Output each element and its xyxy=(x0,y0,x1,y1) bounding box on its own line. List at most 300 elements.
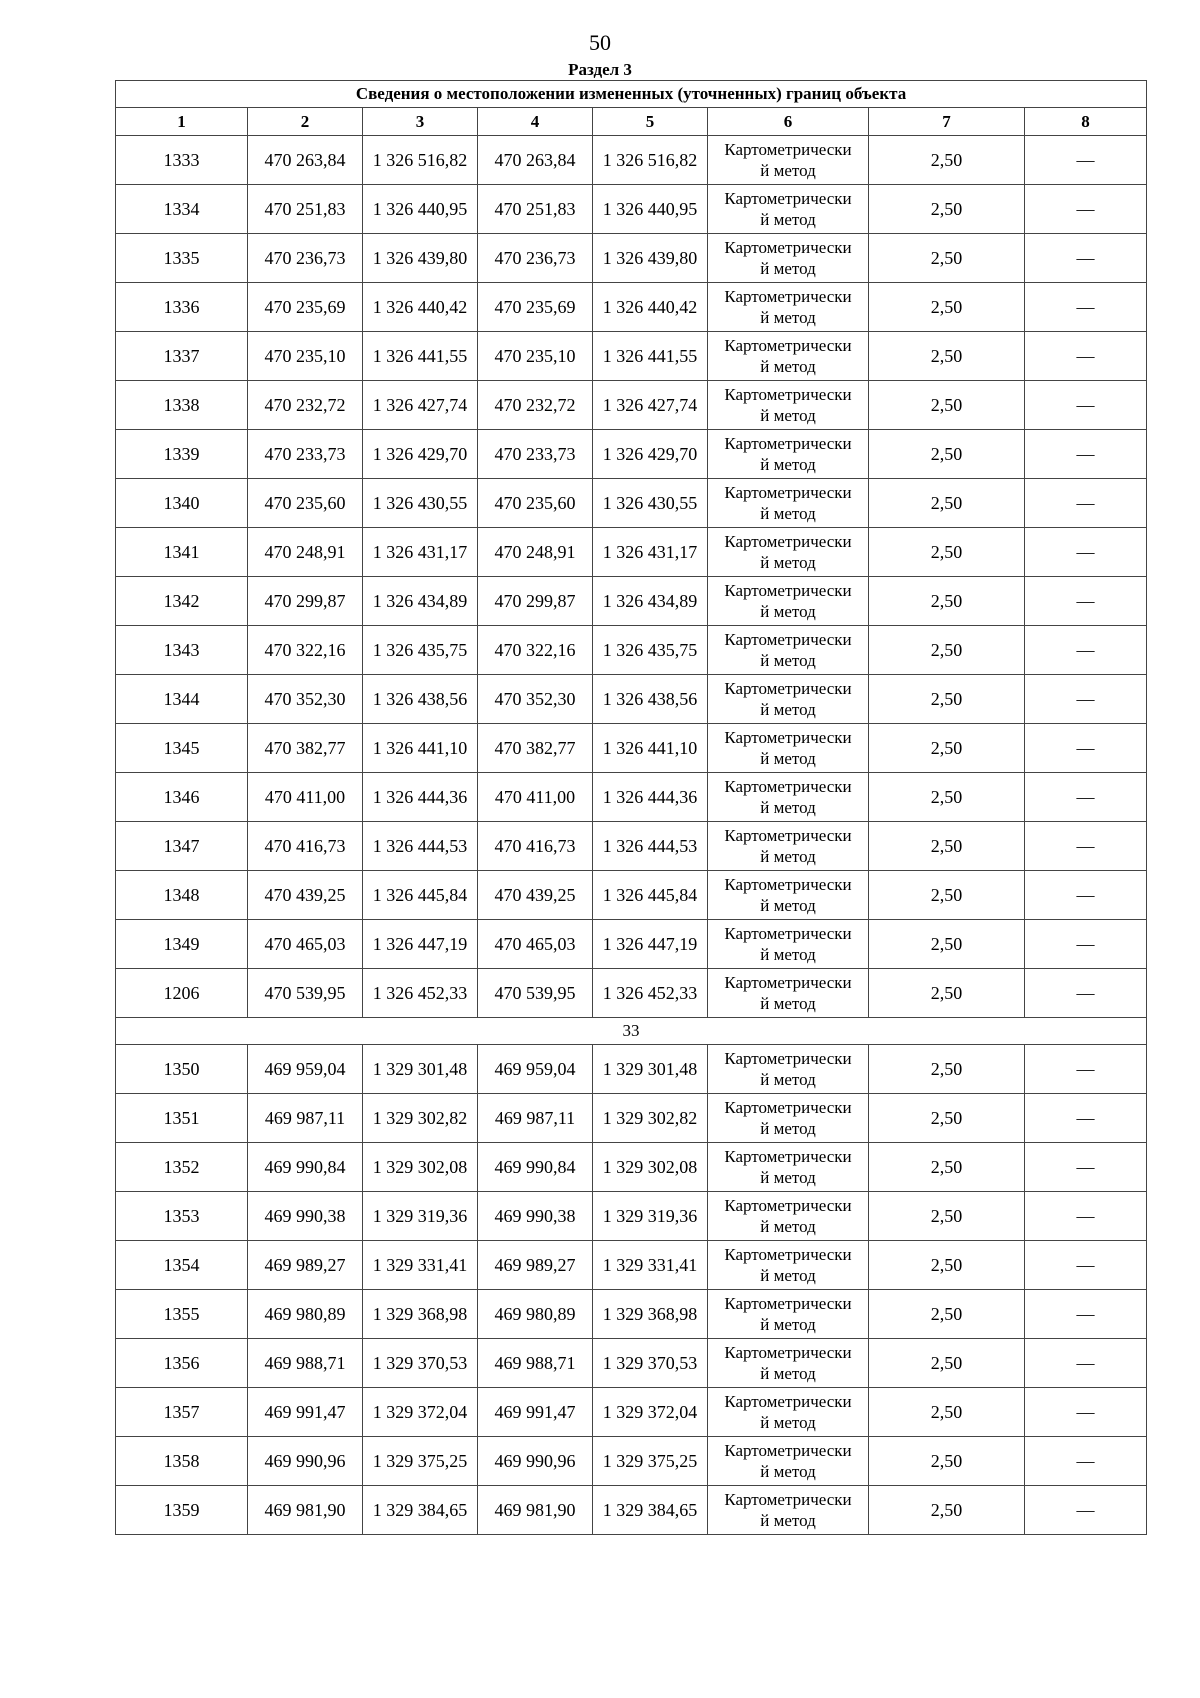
method-line-2: й метод xyxy=(760,1070,816,1089)
cell-x1: 470 299,87 xyxy=(248,577,363,626)
table-row xyxy=(116,969,1147,1018)
cell-y1: 1 329 370,53 xyxy=(363,1339,478,1388)
method-line-1: Картометрически xyxy=(724,287,852,306)
cell-x2: 470 235,69 xyxy=(478,283,593,332)
cell-point: 1344 xyxy=(116,675,248,724)
cell-precision: 2,50 xyxy=(869,1437,1025,1486)
table-row xyxy=(116,332,1147,381)
cell-method xyxy=(708,1486,869,1535)
column-number: 4 xyxy=(478,108,593,136)
cell-point: 1335 xyxy=(116,234,248,283)
cell-method xyxy=(708,332,869,381)
table-row xyxy=(116,185,1147,234)
table-row xyxy=(116,479,1147,528)
table-row xyxy=(116,283,1147,332)
cell-method xyxy=(708,283,869,332)
column-number: 3 xyxy=(363,108,478,136)
cell-point: 1339 xyxy=(116,430,248,479)
method-line-2: й метод xyxy=(760,1217,816,1236)
page-number: 50 xyxy=(589,30,611,55)
cell-note: — xyxy=(1025,1045,1147,1094)
cell-precision: 2,50 xyxy=(869,332,1025,381)
cell-y2: 1 326 430,55 xyxy=(593,479,708,528)
cell-y2: 1 329 370,53 xyxy=(593,1339,708,1388)
table-row xyxy=(116,920,1147,969)
table-row xyxy=(116,1486,1147,1535)
cell-method xyxy=(708,871,869,920)
cell-x2: 470 263,84 xyxy=(478,136,593,185)
table-row xyxy=(116,1388,1147,1437)
cell-precision: 2,50 xyxy=(869,724,1025,773)
cell-precision: 2,50 xyxy=(869,479,1025,528)
method-line-1: Картометрически xyxy=(724,140,852,159)
cell-x1: 470 248,91 xyxy=(248,528,363,577)
cell-precision: 2,50 xyxy=(869,185,1025,234)
method-line-2: й метод xyxy=(760,945,816,964)
cell-note: — xyxy=(1025,185,1147,234)
column-number: 5 xyxy=(593,108,708,136)
cell-y2: 1 326 441,10 xyxy=(593,724,708,773)
cell-method xyxy=(708,479,869,528)
method-line-1: Картометрически xyxy=(724,385,852,404)
method-line-2: й метод xyxy=(760,1413,816,1432)
cell-y1: 1 329 372,04 xyxy=(363,1388,478,1437)
cell-point: 1354 xyxy=(116,1241,248,1290)
cell-x2: 469 981,90 xyxy=(478,1486,593,1535)
method-line-2: й метод xyxy=(760,406,816,425)
method-line-2: й метод xyxy=(760,504,816,523)
cell-y2: 1 326 427,74 xyxy=(593,381,708,430)
cell-y2: 1 326 444,53 xyxy=(593,822,708,871)
table-row xyxy=(116,871,1147,920)
cell-note: — xyxy=(1025,1290,1147,1339)
method-line-1: Картометрически xyxy=(724,238,852,257)
cell-method xyxy=(708,1339,869,1388)
table-row xyxy=(116,1094,1147,1143)
cell-precision: 2,50 xyxy=(869,234,1025,283)
method-line-2: й метод xyxy=(760,1364,816,1383)
cell-x2: 469 959,04 xyxy=(478,1045,593,1094)
method-line-1: Картометрически xyxy=(724,1147,852,1166)
cell-note: — xyxy=(1025,773,1147,822)
cell-x1: 469 991,47 xyxy=(248,1388,363,1437)
cell-precision: 2,50 xyxy=(869,1192,1025,1241)
cell-point: 1343 xyxy=(116,626,248,675)
table-caption-row xyxy=(116,81,1147,108)
method-line-1: Картометрически xyxy=(724,189,852,208)
cell-method xyxy=(708,1094,869,1143)
cell-point: 1342 xyxy=(116,577,248,626)
cell-method xyxy=(708,234,869,283)
cell-y2: 1 329 375,25 xyxy=(593,1437,708,1486)
table-row xyxy=(116,381,1147,430)
cell-y1: 1 329 301,48 xyxy=(363,1045,478,1094)
method-line-2: й метод xyxy=(760,210,816,229)
cell-y2: 1 329 302,82 xyxy=(593,1094,708,1143)
method-line-2: й метод xyxy=(760,847,816,866)
cell-method xyxy=(708,381,869,430)
table-row xyxy=(116,773,1147,822)
cell-x1: 469 990,96 xyxy=(248,1437,363,1486)
cell-x2: 470 235,10 xyxy=(478,332,593,381)
method-line-1: Картометрически xyxy=(724,728,852,747)
cell-method xyxy=(708,1290,869,1339)
cell-note: — xyxy=(1025,1094,1147,1143)
table-row xyxy=(116,822,1147,871)
method-line-1: Картометрически xyxy=(724,1343,852,1362)
cell-x1: 469 990,38 xyxy=(248,1192,363,1241)
cell-method xyxy=(708,577,869,626)
column-number: 2 xyxy=(248,108,363,136)
cell-point: 1347 xyxy=(116,822,248,871)
cell-y1: 1 329 302,08 xyxy=(363,1143,478,1192)
cell-point: 1353 xyxy=(116,1192,248,1241)
cell-y2: 1 326 431,17 xyxy=(593,528,708,577)
method-line-2: й метод xyxy=(760,749,816,768)
table-row xyxy=(116,1437,1147,1486)
cell-method xyxy=(708,773,869,822)
cell-point: 1358 xyxy=(116,1437,248,1486)
table-row xyxy=(116,136,1147,185)
cell-x1: 470 439,25 xyxy=(248,871,363,920)
method-line-1: Картометрически xyxy=(724,1441,852,1460)
method-line-2: й метод xyxy=(760,308,816,327)
method-line-1: Картометрически xyxy=(724,1196,852,1215)
cell-point: 1356 xyxy=(116,1339,248,1388)
cell-y1: 1 329 384,65 xyxy=(363,1486,478,1535)
method-line-2: й метод xyxy=(760,553,816,572)
cell-point: 1352 xyxy=(116,1143,248,1192)
cell-x1: 470 232,72 xyxy=(248,381,363,430)
cell-point: 1359 xyxy=(116,1486,248,1535)
method-line-1: Картометрически xyxy=(724,679,852,698)
cell-method xyxy=(708,1192,869,1241)
method-line-2: й метод xyxy=(760,1315,816,1334)
method-line-2: й метод xyxy=(760,1511,816,1530)
cell-y2: 1 326 447,19 xyxy=(593,920,708,969)
cell-note: — xyxy=(1025,577,1147,626)
cell-y2: 1 329 319,36 xyxy=(593,1192,708,1241)
method-line-2: й метод xyxy=(760,994,816,1013)
cell-point: 1350 xyxy=(116,1045,248,1094)
table-row xyxy=(116,1143,1147,1192)
cell-point: 1206 xyxy=(116,969,248,1018)
cell-note: — xyxy=(1025,332,1147,381)
cell-precision: 2,50 xyxy=(869,1339,1025,1388)
table-row xyxy=(116,430,1147,479)
cell-y1: 1 326 516,82 xyxy=(363,136,478,185)
cell-x1: 470 235,60 xyxy=(248,479,363,528)
cell-y1: 1 326 429,70 xyxy=(363,430,478,479)
method-line-1: Картометрически xyxy=(724,973,852,992)
cell-x1: 469 990,84 xyxy=(248,1143,363,1192)
table-row xyxy=(116,1339,1147,1388)
cell-y1: 1 326 435,75 xyxy=(363,626,478,675)
cell-x1: 469 988,71 xyxy=(248,1339,363,1388)
cell-precision: 2,50 xyxy=(869,1486,1025,1535)
cell-x1: 470 416,73 xyxy=(248,822,363,871)
method-line-1: Картометрически xyxy=(724,630,852,649)
cell-y1: 1 329 368,98 xyxy=(363,1290,478,1339)
cell-x2: 469 991,47 xyxy=(478,1388,593,1437)
table-row xyxy=(116,1241,1147,1290)
cell-precision: 2,50 xyxy=(869,1045,1025,1094)
cell-point: 1333 xyxy=(116,136,248,185)
cell-precision: 2,50 xyxy=(869,675,1025,724)
column-number: 7 xyxy=(869,108,1025,136)
cell-y2: 1 329 302,08 xyxy=(593,1143,708,1192)
cell-x1: 470 263,84 xyxy=(248,136,363,185)
column-number: 6 xyxy=(708,108,869,136)
cell-x1: 470 352,30 xyxy=(248,675,363,724)
cell-y2: 1 326 439,80 xyxy=(593,234,708,283)
cell-precision: 2,50 xyxy=(869,1290,1025,1339)
cell-y1: 1 326 452,33 xyxy=(363,969,478,1018)
method-line-1: Картометрически xyxy=(724,924,852,943)
cell-y2: 1 326 435,75 xyxy=(593,626,708,675)
cell-method xyxy=(708,1437,869,1486)
method-line-2: й метод xyxy=(760,259,816,278)
method-line-1: Картометрически xyxy=(724,777,852,796)
cell-y2: 1 329 372,04 xyxy=(593,1388,708,1437)
cell-y1: 1 329 331,41 xyxy=(363,1241,478,1290)
cell-note: — xyxy=(1025,1192,1147,1241)
cell-y2: 1 326 429,70 xyxy=(593,430,708,479)
method-line-2: й метод xyxy=(760,1168,816,1187)
cell-x2: 470 465,03 xyxy=(478,920,593,969)
cell-x2: 470 236,73 xyxy=(478,234,593,283)
table-row xyxy=(116,528,1147,577)
cell-y1: 1 326 430,55 xyxy=(363,479,478,528)
cell-y2: 1 329 384,65 xyxy=(593,1486,708,1535)
cell-method xyxy=(708,969,869,1018)
cell-point: 1349 xyxy=(116,920,248,969)
column-number: 1 xyxy=(116,108,248,136)
cell-x1: 469 987,11 xyxy=(248,1094,363,1143)
cell-x1: 470 251,83 xyxy=(248,185,363,234)
cell-note: — xyxy=(1025,528,1147,577)
cell-y1: 1 326 431,17 xyxy=(363,528,478,577)
cell-x2: 470 322,16 xyxy=(478,626,593,675)
cell-precision: 2,50 xyxy=(869,381,1025,430)
cell-note: — xyxy=(1025,920,1147,969)
cell-precision: 2,50 xyxy=(869,773,1025,822)
cell-y1: 1 329 375,25 xyxy=(363,1437,478,1486)
cell-x2: 469 990,96 xyxy=(478,1437,593,1486)
cell-y1: 1 326 434,89 xyxy=(363,577,478,626)
group-label: 33 xyxy=(116,1018,1147,1045)
cell-point: 1357 xyxy=(116,1388,248,1437)
method-line-1: Картометрически xyxy=(724,1490,852,1509)
method-line-1: Картометрически xyxy=(724,1392,852,1411)
cell-x2: 470 251,83 xyxy=(478,185,593,234)
method-line-1: Картометрически xyxy=(724,336,852,355)
cell-precision: 2,50 xyxy=(869,136,1025,185)
method-line-2: й метод xyxy=(760,161,816,180)
method-line-2: й метод xyxy=(760,1119,816,1138)
cell-note: — xyxy=(1025,381,1147,430)
cell-y2: 1 326 440,95 xyxy=(593,185,708,234)
cell-precision: 2,50 xyxy=(869,1241,1025,1290)
method-line-1: Картометрически xyxy=(724,1098,852,1117)
cell-x1: 469 989,27 xyxy=(248,1241,363,1290)
cell-x2: 470 299,87 xyxy=(478,577,593,626)
cell-x2: 469 990,84 xyxy=(478,1143,593,1192)
cell-x2: 470 233,73 xyxy=(478,430,593,479)
cell-point: 1337 xyxy=(116,332,248,381)
cell-x2: 469 990,38 xyxy=(478,1192,593,1241)
method-line-2: й метод xyxy=(760,357,816,376)
cell-y2: 1 329 331,41 xyxy=(593,1241,708,1290)
cell-y2: 1 326 434,89 xyxy=(593,577,708,626)
cell-precision: 2,50 xyxy=(869,1143,1025,1192)
column-number: 8 xyxy=(1025,108,1147,136)
cell-method xyxy=(708,430,869,479)
cell-x1: 469 981,90 xyxy=(248,1486,363,1535)
table-row xyxy=(116,1192,1147,1241)
cell-method xyxy=(708,1143,869,1192)
cell-point: 1336 xyxy=(116,283,248,332)
cell-precision: 2,50 xyxy=(869,822,1025,871)
cell-method xyxy=(708,1388,869,1437)
method-line-1: Картометрически xyxy=(724,826,852,845)
cell-precision: 2,50 xyxy=(869,430,1025,479)
cell-y2: 1 326 516,82 xyxy=(593,136,708,185)
method-line-1: Картометрически xyxy=(724,483,852,502)
cell-method xyxy=(708,822,869,871)
method-line-1: Картометрически xyxy=(724,581,852,600)
method-line-2: й метод xyxy=(760,700,816,719)
cell-x2: 470 235,60 xyxy=(478,479,593,528)
table-row xyxy=(116,1290,1147,1339)
cell-y1: 1 326 445,84 xyxy=(363,871,478,920)
cell-x2: 470 352,30 xyxy=(478,675,593,724)
cell-note: — xyxy=(1025,969,1147,1018)
cell-note: — xyxy=(1025,1143,1147,1192)
cell-y1: 1 326 440,42 xyxy=(363,283,478,332)
cell-y1: 1 326 427,74 xyxy=(363,381,478,430)
cell-x1: 470 322,16 xyxy=(248,626,363,675)
method-line-2: й метод xyxy=(760,455,816,474)
cell-y2: 1 326 438,56 xyxy=(593,675,708,724)
cell-note: — xyxy=(1025,234,1147,283)
cell-x2: 470 439,25 xyxy=(478,871,593,920)
cell-y2: 1 326 452,33 xyxy=(593,969,708,1018)
cell-x2: 470 411,00 xyxy=(478,773,593,822)
cell-x1: 469 959,04 xyxy=(248,1045,363,1094)
cell-y2: 1 329 301,48 xyxy=(593,1045,708,1094)
table-caption: Сведения о местоположении измененных (уточненных) границ объекта xyxy=(116,81,1147,108)
method-line-2: й метод xyxy=(760,651,816,670)
cell-y1: 1 329 302,82 xyxy=(363,1094,478,1143)
coordinates-table xyxy=(115,80,1147,1535)
table-row xyxy=(116,577,1147,626)
cell-x1: 470 465,03 xyxy=(248,920,363,969)
cell-x2: 469 980,89 xyxy=(478,1290,593,1339)
cell-method xyxy=(708,185,869,234)
cell-note: — xyxy=(1025,871,1147,920)
cell-y2: 1 326 441,55 xyxy=(593,332,708,381)
cell-y1: 1 326 444,36 xyxy=(363,773,478,822)
cell-point: 1345 xyxy=(116,724,248,773)
cell-x2: 470 539,95 xyxy=(478,969,593,1018)
cell-y1: 1 326 438,56 xyxy=(363,675,478,724)
cell-point: 1351 xyxy=(116,1094,248,1143)
method-line-1: Картометрически xyxy=(724,434,852,453)
cell-y2: 1 326 444,36 xyxy=(593,773,708,822)
cell-precision: 2,50 xyxy=(869,528,1025,577)
cell-note: — xyxy=(1025,1486,1147,1535)
method-line-2: й метод xyxy=(760,1266,816,1285)
cell-x2: 469 989,27 xyxy=(478,1241,593,1290)
cell-x2: 469 987,11 xyxy=(478,1094,593,1143)
cell-precision: 2,50 xyxy=(869,626,1025,675)
cell-x1: 470 233,73 xyxy=(248,430,363,479)
cell-precision: 2,50 xyxy=(869,283,1025,332)
cell-y2: 1 329 368,98 xyxy=(593,1290,708,1339)
column-number-row xyxy=(116,108,1147,136)
cell-note: — xyxy=(1025,675,1147,724)
cell-note: — xyxy=(1025,822,1147,871)
table-row xyxy=(116,1045,1147,1094)
cell-point: 1340 xyxy=(116,479,248,528)
cell-method xyxy=(708,136,869,185)
cell-y1: 1 329 319,36 xyxy=(363,1192,478,1241)
cell-x2: 470 248,91 xyxy=(478,528,593,577)
method-line-2: й метод xyxy=(760,896,816,915)
cell-method xyxy=(708,675,869,724)
cell-note: — xyxy=(1025,724,1147,773)
cell-x1: 470 411,00 xyxy=(248,773,363,822)
cell-x1: 470 235,69 xyxy=(248,283,363,332)
cell-y1: 1 326 441,55 xyxy=(363,332,478,381)
cell-precision: 2,50 xyxy=(869,1388,1025,1437)
method-line-2: й метод xyxy=(760,602,816,621)
cell-note: — xyxy=(1025,1388,1147,1437)
cell-x2: 470 232,72 xyxy=(478,381,593,430)
method-line-1: Картометрически xyxy=(724,1294,852,1313)
cell-x2: 470 416,73 xyxy=(478,822,593,871)
cell-x1: 470 235,10 xyxy=(248,332,363,381)
method-line-2: й метод xyxy=(760,1462,816,1481)
cell-point: 1348 xyxy=(116,871,248,920)
cell-precision: 2,50 xyxy=(869,577,1025,626)
cell-note: — xyxy=(1025,1241,1147,1290)
table-row xyxy=(116,234,1147,283)
method-line-1: Картометрически xyxy=(724,1245,852,1264)
cell-note: — xyxy=(1025,626,1147,675)
cell-x2: 470 382,77 xyxy=(478,724,593,773)
cell-method xyxy=(708,724,869,773)
table-row xyxy=(116,675,1147,724)
method-line-1: Картометрически xyxy=(724,532,852,551)
cell-x1: 470 236,73 xyxy=(248,234,363,283)
cell-x1: 470 382,77 xyxy=(248,724,363,773)
cell-point: 1338 xyxy=(116,381,248,430)
cell-precision: 2,50 xyxy=(869,920,1025,969)
cell-x1: 470 539,95 xyxy=(248,969,363,1018)
cell-note: — xyxy=(1025,283,1147,332)
cell-note: — xyxy=(1025,1339,1147,1388)
cell-y2: 1 326 440,42 xyxy=(593,283,708,332)
cell-note: — xyxy=(1025,136,1147,185)
table-row xyxy=(116,626,1147,675)
cell-y1: 1 326 440,95 xyxy=(363,185,478,234)
cell-y1: 1 326 444,53 xyxy=(363,822,478,871)
cell-method xyxy=(708,1241,869,1290)
cell-precision: 2,50 xyxy=(869,969,1025,1018)
cell-y1: 1 326 439,80 xyxy=(363,234,478,283)
